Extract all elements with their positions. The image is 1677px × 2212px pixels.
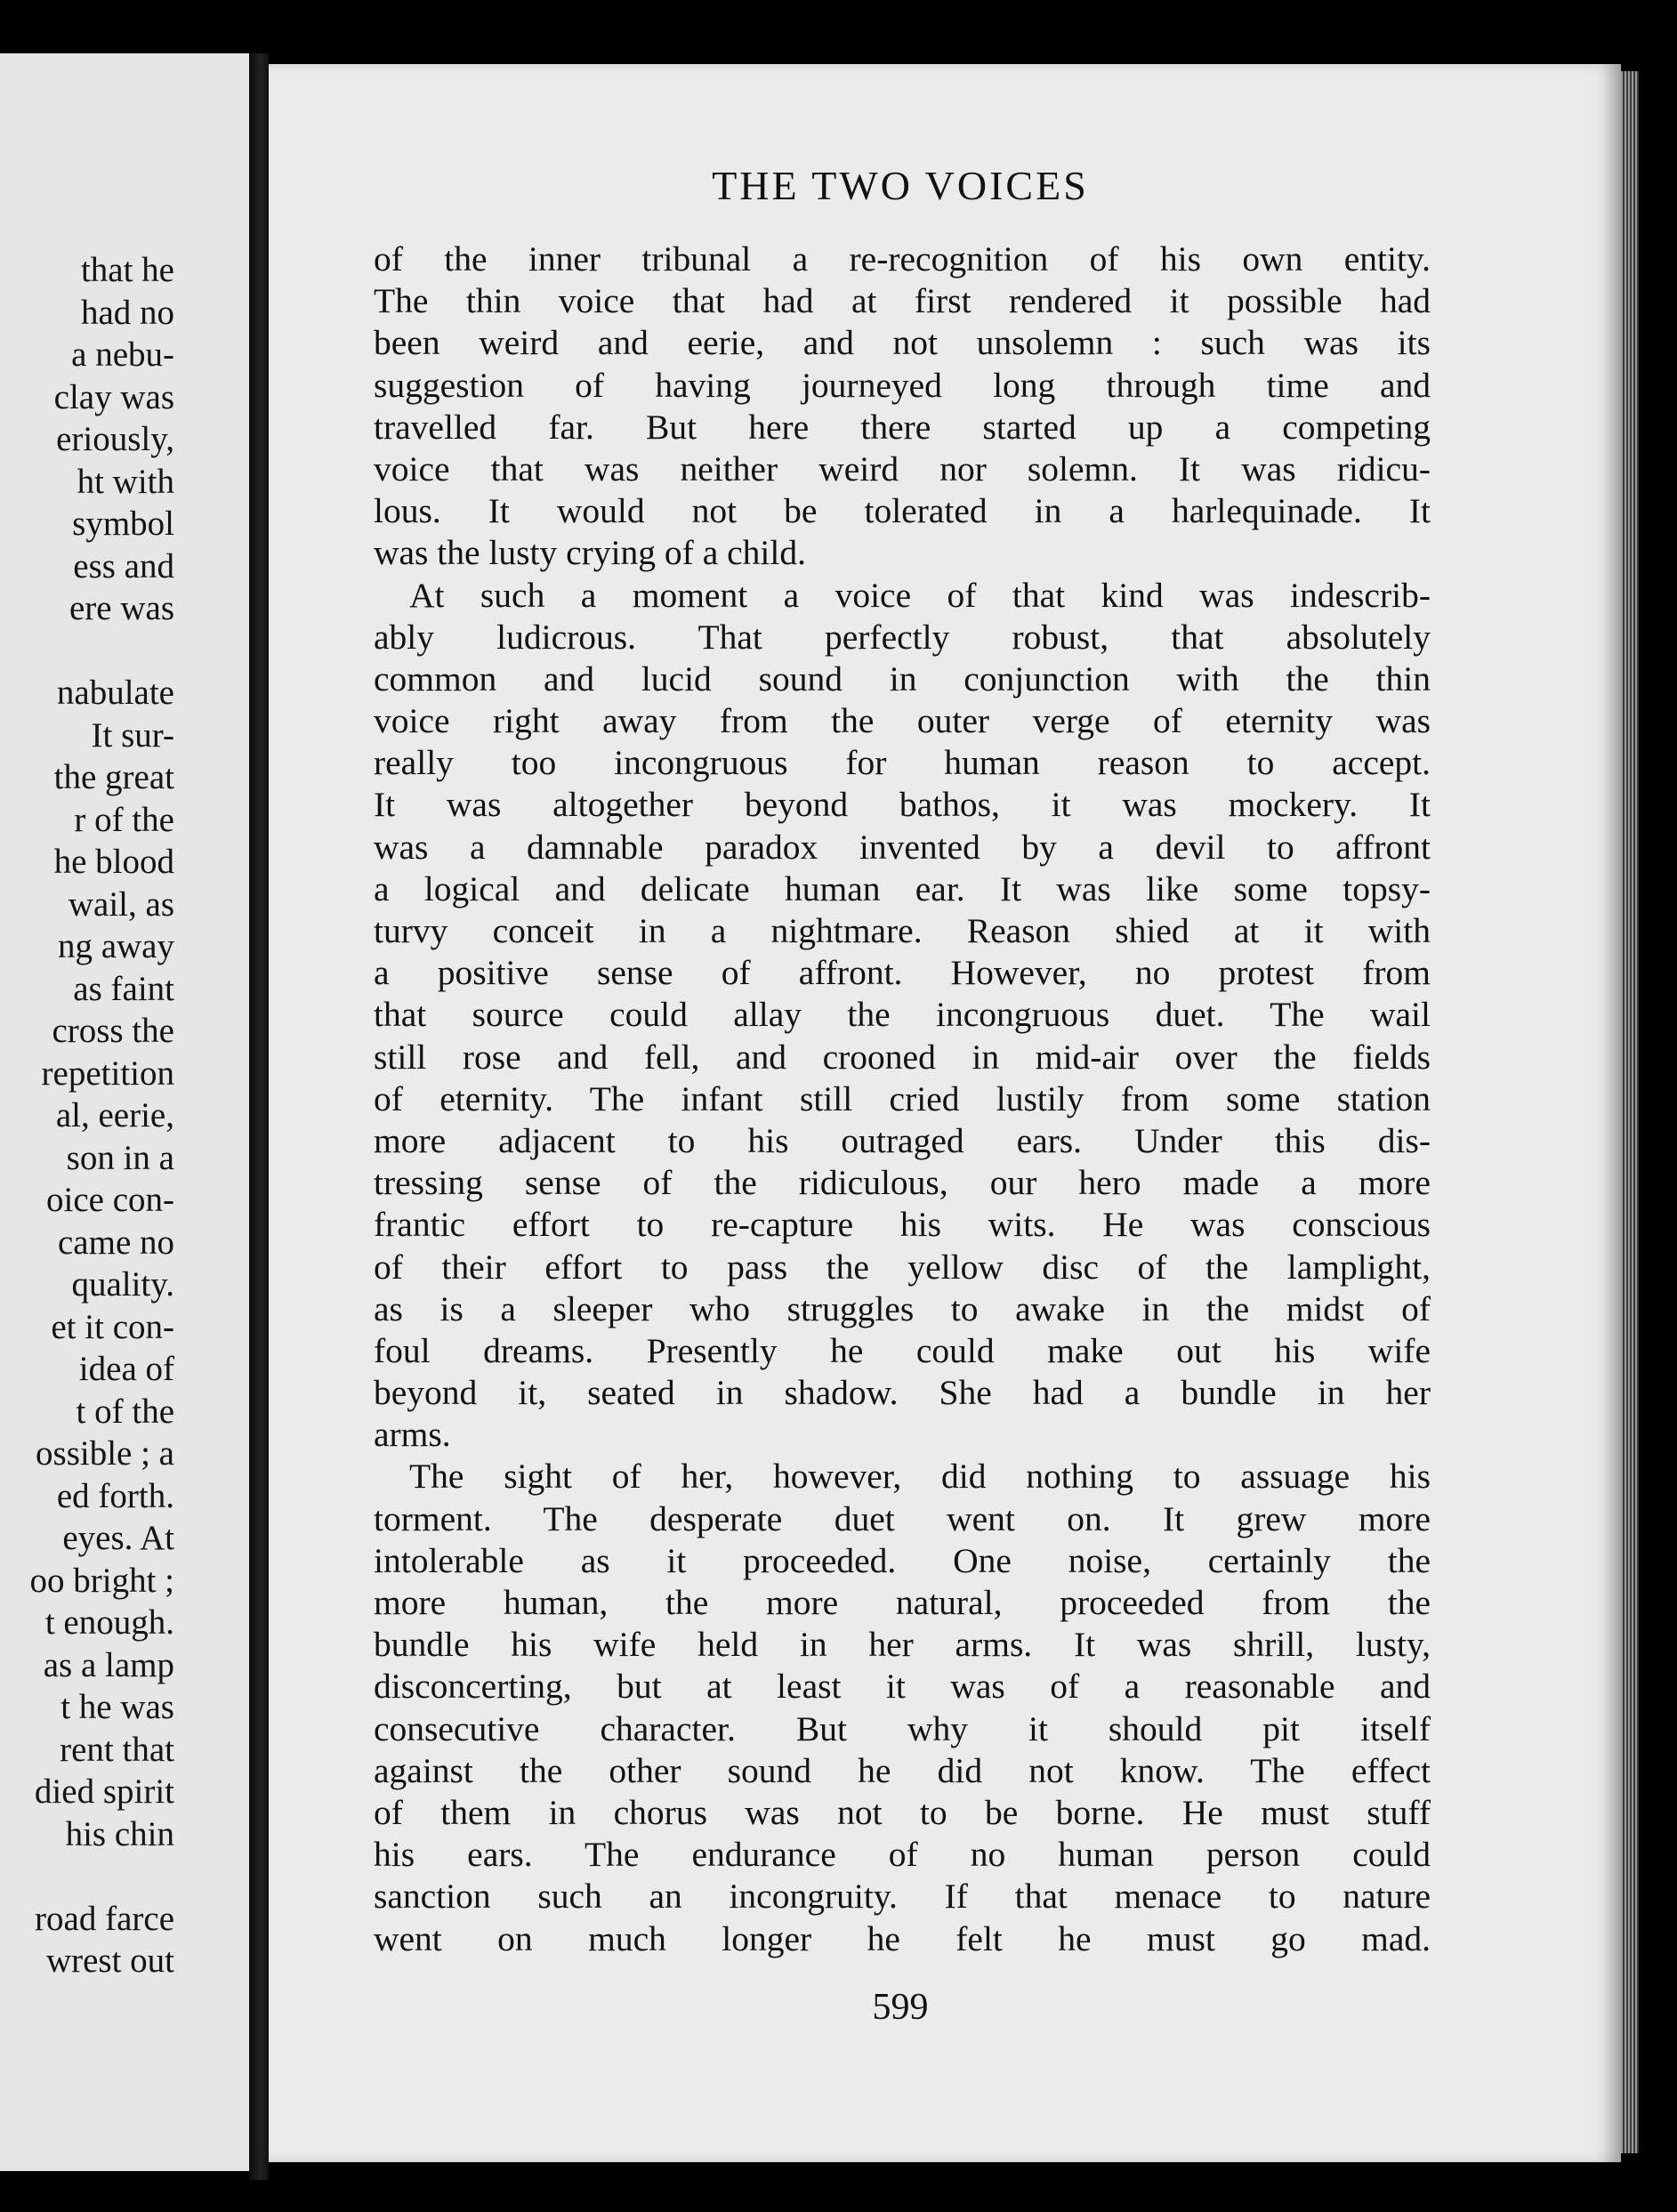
text-line: arms.	[374, 1415, 451, 1455]
left-page-line: ng away	[57, 927, 174, 965]
left-page-line: ossible ; a	[36, 1434, 174, 1473]
page-number: 599	[872, 1987, 929, 2028]
left-page-line: It sur-	[91, 715, 174, 755]
left-page-line: et it con-	[51, 1307, 174, 1346]
text-line: bundle his wife held in her arms. It was shrill, lusty,	[374, 1625, 1431, 1665]
left-page-line: came no	[57, 1223, 174, 1262]
text-line: really too incongruous for human reason to accept.	[374, 743, 1431, 783]
text-line: was a damnable paradox invented by a devil to affront	[374, 827, 1431, 867]
left-page-line: nabulate	[56, 674, 174, 712]
left-page-line: son in a	[66, 1138, 174, 1177]
text-line: At such a moment a voice of that kind was indescrib-	[409, 575, 1431, 615]
text-line: voice right away from the outer verge of eternity was	[374, 701, 1431, 741]
left-page-line: he blood	[53, 843, 174, 881]
left-page-line: had no	[80, 293, 174, 332]
left-page-line: wrest out	[45, 1942, 174, 1980]
text-line: more adjacent to his outraged ears. Under this dis-	[374, 1120, 1431, 1160]
left-page-line: cross the	[52, 1012, 174, 1050]
text-line: his ears. The endurance of no human person could	[374, 1835, 1431, 1875]
text-line: lous. It would not be tolerated in a harlequinade. It	[374, 491, 1431, 531]
text-line: common and lucid sound in conjunction with the thin	[374, 658, 1431, 698]
left-page-line: road farce	[35, 1899, 174, 1938]
text-line: as is a sleeper who struggles to awake in the midst of	[374, 1288, 1431, 1328]
left-page-line: t of the	[76, 1392, 174, 1431]
text-line: against the other sound he did not know. The effect	[374, 1750, 1431, 1790]
text-line: intolerable as it proceeded. One noise, certainly the	[374, 1540, 1431, 1580]
text-line: of them in chorus was not to be borne. He must stuff	[374, 1792, 1431, 1832]
text-line: torment. The desperate duet went on. It grew more	[374, 1498, 1431, 1538]
left-page-line: ed forth.	[56, 1476, 174, 1515]
left-page-line: idea of	[78, 1350, 174, 1388]
left-page-line	[0, 630, 174, 673]
text-line: consecutive character. But why it should pit itself	[374, 1708, 1431, 1748]
left-page-line: eriously,	[56, 420, 174, 458]
left-page-line: died spirit	[34, 1772, 174, 1811]
left-page-line: a nebu-	[71, 335, 174, 374]
left-page-line: as faint	[73, 969, 174, 1008]
text-line: sanction such an incongruity. If that menace to nature	[374, 1877, 1431, 1917]
text-line: voice that was neither weird nor solemn. It was ridicu-	[374, 448, 1431, 488]
left-page-line: t enough.	[44, 1603, 174, 1642]
text-line: went on much longer he felt he must go mad.	[374, 1918, 1431, 1958]
text-line: disconcerting, but at least it was of a reasonable and	[374, 1667, 1431, 1707]
left-page-line: ht with	[77, 462, 174, 501]
text-line: more human, the more natural, proceeded from the	[374, 1583, 1431, 1622]
left-page-line: oice con-	[45, 1181, 174, 1219]
left-page-line: wail, as	[68, 884, 174, 924]
left-page-line: rent that	[60, 1730, 174, 1769]
book-gutter	[249, 53, 269, 2180]
text-line: a logical and delicate human ear. It was like some topsy-	[374, 868, 1431, 908]
left-page-line: symbol	[72, 505, 174, 543]
text-line: ably ludicrous. That perfectly robust, that absolutely	[374, 617, 1431, 657]
left-page-line: al, eerie,	[55, 1096, 174, 1134]
text-line: foul dreams. Presently he could make out his wife	[374, 1330, 1431, 1370]
left-page-text-fragment	[0, 249, 174, 1982]
left-page-line: as a lamp	[43, 1645, 174, 1684]
left-page-line	[0, 1855, 174, 1898]
left-page-line: t he was	[60, 1688, 174, 1726]
left-page-line: that he	[80, 251, 174, 289]
left-page-line: ere was	[69, 589, 174, 627]
text-line: of the inner tribunal a re-recognition of his own entity.	[374, 239, 1431, 279]
text-line: tressing sense of the ridiculous, our hero made a more	[374, 1163, 1431, 1203]
text-line: that source could allay the incongruous duet. The wail	[374, 995, 1431, 1035]
text-line: The sight of her, however, did nothing to assuage his	[409, 1457, 1431, 1497]
text-line: of their effort to pass the yellow disc of the lamplight,	[374, 1247, 1431, 1287]
running-head: THE TWO VOICES	[712, 163, 1089, 208]
text-line: beyond it, seated in shadow. She had a bundle in her	[374, 1373, 1431, 1413]
text-line: suggestion of having journeyed long through time and	[374, 365, 1431, 405]
text-line: turvy conceit in a nightmare. Reason shied at it with	[374, 911, 1431, 950]
text-line: was the lusty crying of a child.	[374, 533, 806, 573]
left-page-line: quality.	[71, 1265, 174, 1304]
page-body-text	[374, 238, 1431, 1960]
left-facing-page	[0, 53, 249, 2171]
left-page-line: repetition	[41, 1054, 174, 1093]
text-line: frantic effort to re-capture his wits. He was conscious	[374, 1205, 1431, 1245]
left-page-line: the great	[53, 758, 174, 796]
left-page-line: eyes. At	[62, 1519, 174, 1557]
left-page-line: r of the	[74, 800, 174, 839]
left-page-line: ess and	[73, 546, 174, 585]
left-page-line: oo bright ;	[29, 1561, 174, 1600]
text-line: been weird and eerie, and not unsolemn : such was its	[374, 323, 1431, 363]
left-page-line: clay was	[53, 377, 174, 416]
right-page	[269, 64, 1621, 2162]
text-line: The thin voice that had at first rendered it possible had	[374, 281, 1431, 321]
text-line: of eternity. The infant still cried lustily from some station	[374, 1078, 1431, 1118]
text-line: It was altogether beyond bathos, it was mockery. It	[374, 785, 1431, 825]
text-line: travelled far. But here there started up a competing	[374, 407, 1431, 447]
text-line: a positive sense of affront. However, no protest from	[374, 953, 1431, 993]
left-page-line: his chin	[65, 1814, 174, 1853]
text-line: still rose and fell, and crooned in mid-air over the fields	[374, 1037, 1431, 1077]
page-edges	[1621, 71, 1639, 2153]
